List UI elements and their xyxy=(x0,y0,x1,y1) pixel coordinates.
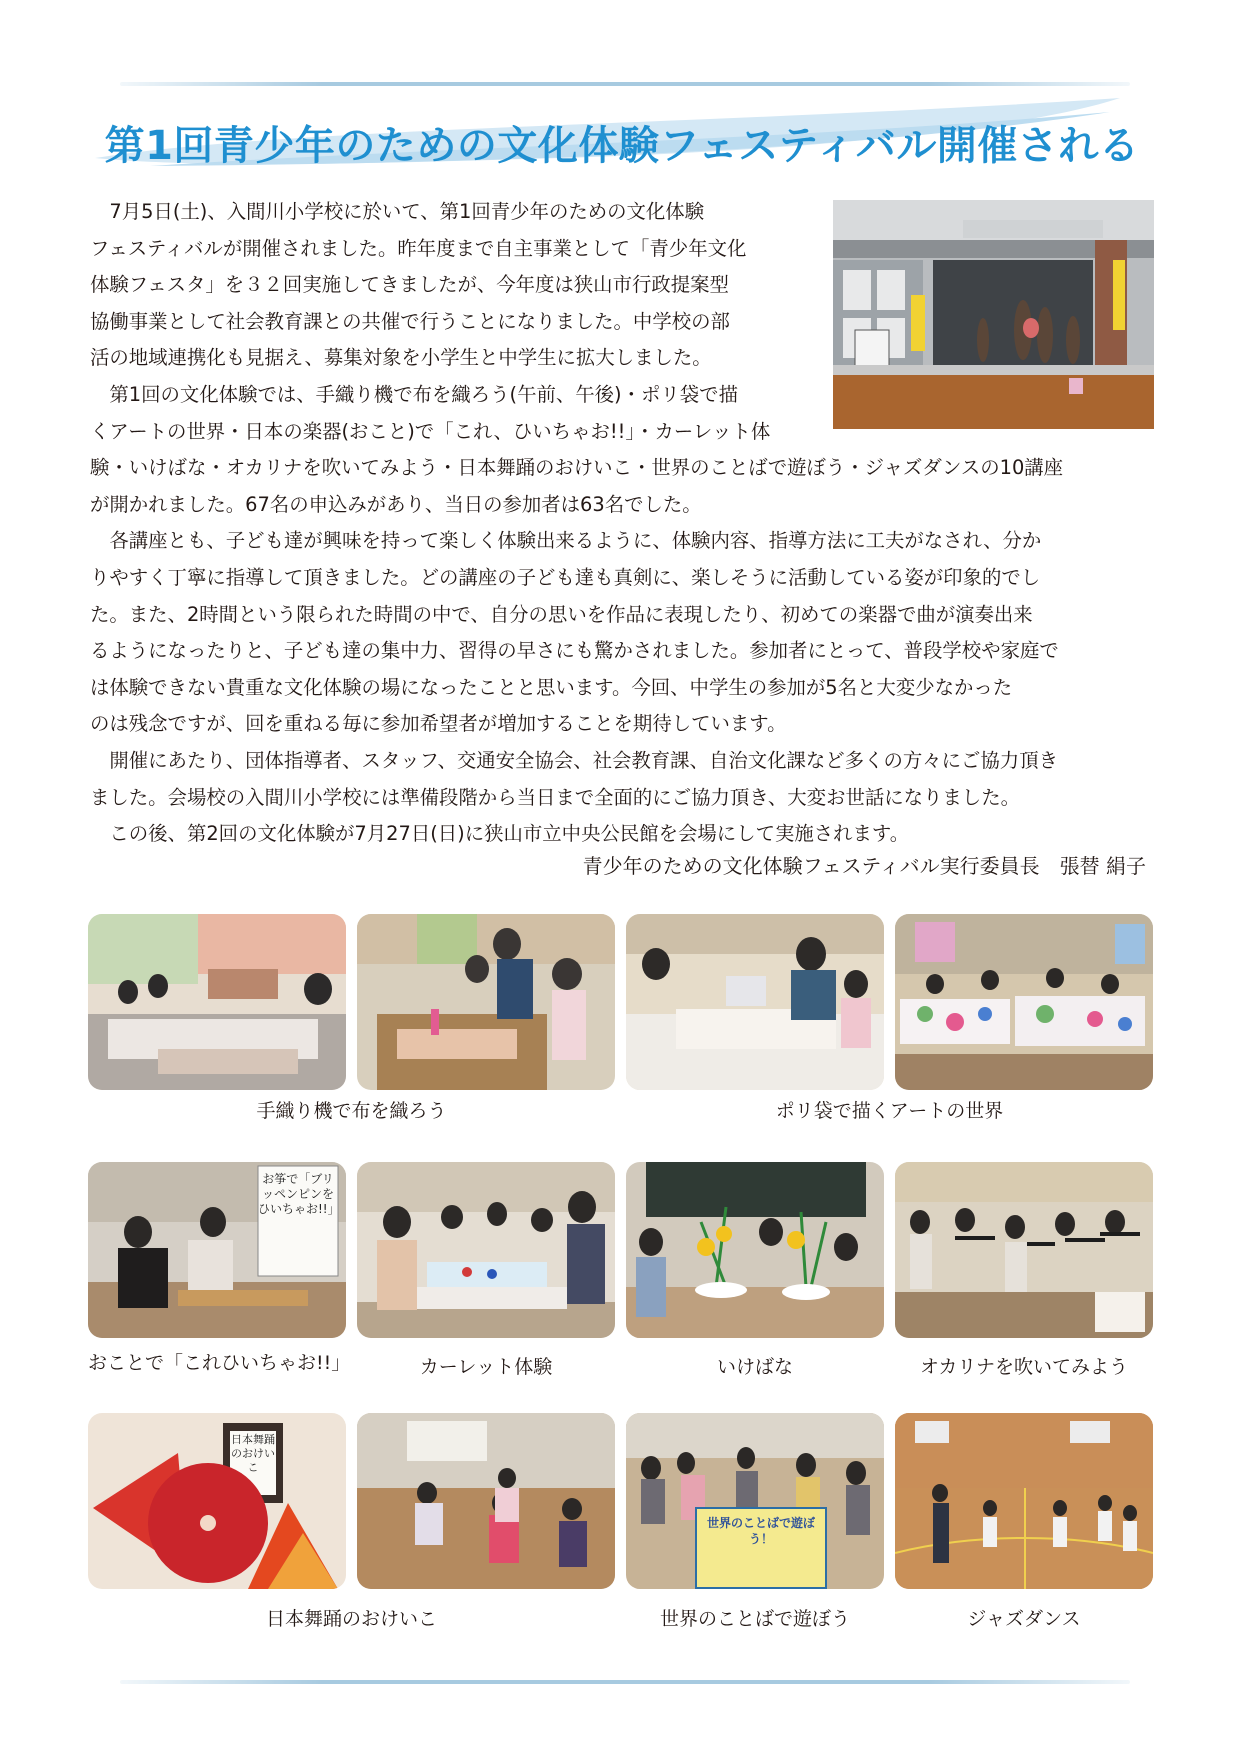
caption-ocarina: オカリナを吹いてみよう xyxy=(919,1356,1129,1378)
photo-dance-practice xyxy=(357,1413,615,1589)
caption-jazz: ジャズダンス xyxy=(967,1608,1081,1630)
photo-curling xyxy=(357,1162,615,1338)
paragraph-2 xyxy=(90,377,1156,523)
photo-weaving-loom xyxy=(357,914,615,1090)
text-line: この後、第2回の文化体験が7月27日(日)に狭山市立中央公民館を会場にして実施されます。 xyxy=(90,822,910,846)
text-line: 各講座とも、子ども達が興味を持って楽しく体験出来るように、体験内容、指導方法に工夫がなされ、分か xyxy=(90,529,1042,553)
bottom-rule xyxy=(120,1680,1130,1684)
text-line: フェスティバルが開催されました。昨年度まで自主事業として「青少年文化 xyxy=(90,236,747,260)
signature: 青少年のための文化体験フェスティバル実行委員長 張替 絹子 xyxy=(582,854,1146,878)
caption-dance: 日本舞踊のおけいこ xyxy=(265,1608,437,1630)
text-line: 7月5日(土)、入間川小学校に於いて、第1回青少年のための文化体験 xyxy=(90,200,705,223)
caption-ikebana: いけばな xyxy=(716,1356,793,1378)
text-line: るようになったりと、子ども達の集中力、習得の早さにも驚かされました。参加者にとって、普段学校や家庭で xyxy=(90,639,1059,663)
paragraph-5 xyxy=(90,816,1156,853)
caption-curling: カーレット体験 xyxy=(419,1356,553,1378)
article-body xyxy=(90,194,1156,853)
photo-dance-fans xyxy=(88,1413,346,1589)
page-title: 第1回青少年のための文化体験フェスティバル開催される xyxy=(104,123,1140,169)
caption-weaving: 手織り機で布を織ろう xyxy=(256,1100,447,1122)
text-line: た。また、2時間という限られた時間の中で、自分の思いを作品に表現したり、初めての楽器で曲が演奏出来 xyxy=(90,602,1033,626)
paragraph-4 xyxy=(90,743,1156,816)
text-line: のは残念ですが、回を重ねる毎に参加希望者が増加することを期待しています。 xyxy=(90,712,787,736)
photo-weaving-classroom xyxy=(88,914,346,1090)
text-line: りやすく丁寧に指導して頂きました。どの講座の子ども達も真剣に、楽しそうに活動している姿が印象的でし xyxy=(90,565,1041,589)
text-line: 第1回の文化体験では、手織り機で布を織ろう(午前、午後)・ポリ袋で描 xyxy=(90,382,738,406)
photo-poly-art-table xyxy=(626,914,884,1090)
caption-koto: おことで「これひいちゃお!!」 xyxy=(88,1352,351,1374)
text-line: ました。会場校の入間川小学校には準備段階から当日まで全面的にご協力頂き、大変お世話になりました。 xyxy=(90,785,1020,809)
koto-sign-text: お筝で「ブリッペンピンをひいちゃお!!」 xyxy=(258,1172,340,1216)
paragraph-1 xyxy=(90,194,1156,377)
text-line: くアートの世界・日本の楽器(おこと)で「これ、ひいちゃお!!」・カーレット体 xyxy=(90,419,771,443)
paragraph-3 xyxy=(90,523,1156,743)
caption-poly-art: ポリ袋で描くアートの世界 xyxy=(775,1100,1004,1122)
text-line: 活の地域連携化も見据え、募集対象を小学生と中学生に拡大しました。 xyxy=(90,346,712,370)
photo-ocarina xyxy=(895,1162,1153,1338)
photo-jazz-dance xyxy=(895,1413,1153,1589)
dance-sign-text: 日本舞踊のおけいこ xyxy=(231,1433,275,1474)
text-line: は体験できない貴重な文化体験の場になったことと思います。今回、中学生の参加が5名と大変少なかった xyxy=(90,675,1013,699)
photo-koto xyxy=(88,1162,346,1338)
photo-ikebana xyxy=(626,1162,884,1338)
title-banner xyxy=(0,96,1244,186)
world-sign-text: 世界のことばで遊ぼう！ xyxy=(706,1516,815,1546)
text-line: 開催にあたり、団体指導者、スタッフ、交通安全協会、社会教育課、自治文化課など多くの方々にご協力頂き xyxy=(90,748,1058,772)
top-rule xyxy=(120,82,1130,86)
text-line: が開かれました。67名の申込みがあり、当日の参加者は63名でした。 xyxy=(90,492,702,516)
photo-world-words xyxy=(626,1413,884,1589)
text-line: 体験フェスタ」を３２回実施してきましたが、今年度は狭山市行政提案型 xyxy=(90,273,729,297)
text-line: 協働事業として社会教育課との共催で行うことになりました。中学校の部 xyxy=(90,309,730,333)
text-line: 験・いけばな・オカリナを吹いてみよう・日本舞踊のおけいこ・世界のことばで遊ぼう・ジャズダンスの10講座 xyxy=(90,456,1064,480)
caption-world-words: 世界のことばで遊ぼう xyxy=(659,1608,850,1630)
photo-poly-art-group xyxy=(895,914,1153,1090)
